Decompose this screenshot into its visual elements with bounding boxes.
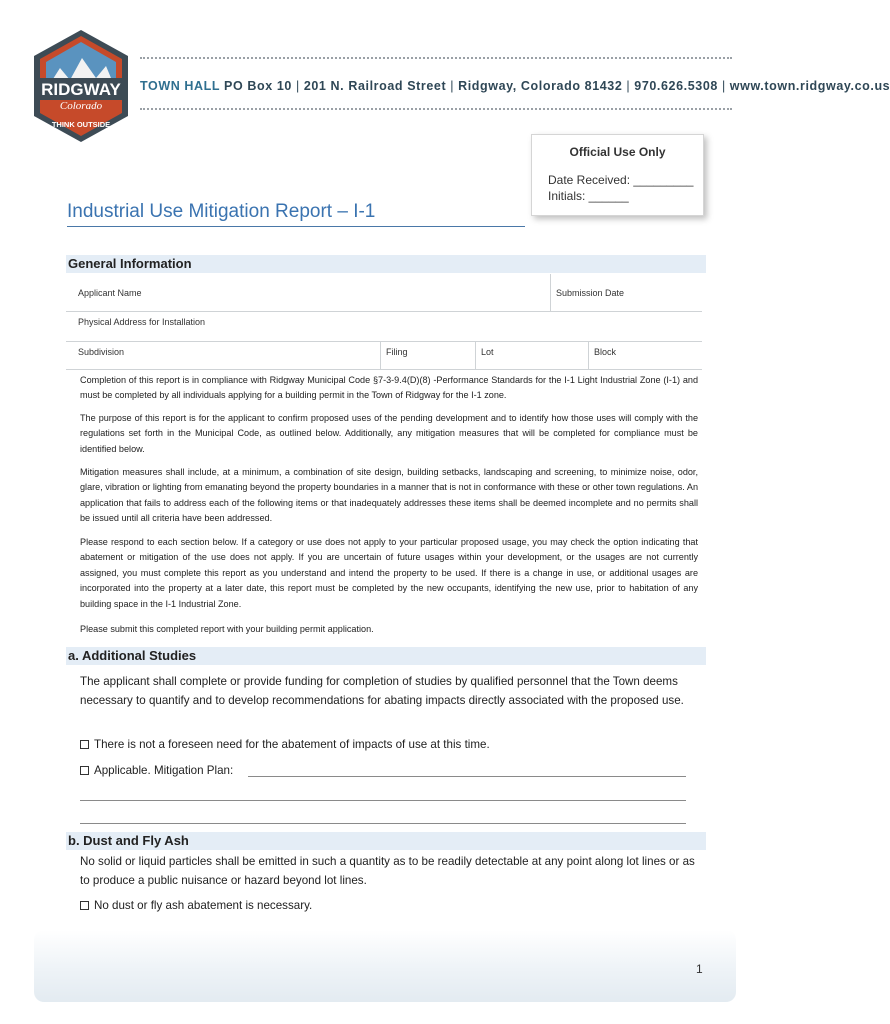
checkbox-applicable[interactable] bbox=[80, 766, 89, 775]
website: www.town.ridgway.co.us bbox=[729, 79, 890, 93]
subdivision-label: Subdivision bbox=[78, 347, 125, 357]
intro-paragraph-1: Completion of this report is in compliance with Ridgway Municipal Code §7-3-9.4(D)(8) -Performance Standards for the I-1 Light Industrial Zone (I-1) and must be completed by all individuals applying for a building permit in the Town of Ridgway for the I-1 zone. bbox=[80, 375, 698, 401]
lot-label: Lot bbox=[481, 347, 494, 357]
section-a-option-2-label: Applicable. Mitigation Plan: bbox=[94, 764, 234, 777]
physical-address-field[interactable] bbox=[66, 315, 702, 342]
block-field[interactable] bbox=[588, 345, 702, 370]
mitigation-plan-line-2[interactable] bbox=[80, 800, 686, 801]
intro-paragraph-3: Mitigation measures shall include, at a minimum, a combination of site design, building setbacks, landscaping and screening, to minimize noise, odor, glare, vibration or lighting from emanating beyond the property boundaries in a manner that is not in conformance with these or other town regulations. An application that fails to address each of the following items or that inadequately addresses these items shall be deemed incomplete and no permits shall be issued until all criteria have been addressed. bbox=[80, 467, 698, 524]
logo-tagline: THINK OUTSIDE bbox=[51, 120, 111, 129]
subdivision-field[interactable] bbox=[66, 345, 380, 370]
submission-date-label: Submission Date bbox=[556, 288, 625, 298]
town-hall-label: TOWN HALL bbox=[140, 79, 220, 93]
logo-sub: Colorado bbox=[59, 100, 103, 112]
submission-date-field[interactable] bbox=[550, 286, 702, 312]
header-rule-bottom bbox=[140, 108, 732, 110]
page-title: Industrial Use Mitigation Report – I-1 bbox=[67, 201, 376, 222]
street-address: 201 N. Railroad Street bbox=[303, 79, 447, 93]
filing-field[interactable] bbox=[380, 345, 475, 370]
section-b-option-1[interactable] bbox=[80, 896, 700, 915]
section-a-heading: a. Additional Studies bbox=[66, 647, 706, 665]
page-number: 1 bbox=[696, 962, 703, 976]
section-general-heading: General Information bbox=[66, 255, 706, 273]
header-rule-top bbox=[140, 57, 732, 59]
ridgway-logo bbox=[30, 28, 132, 144]
intro-paragraph-4: Please respond to each section below. If a category or use does not apply to your particular proposed usage, you may check the option indicating that abatement or mitigation of the use does not apply. If you are uncertain of future usages within your development, or the usages are not currently assigned, you must complete this report as you understand and intend the property to be used. If there is a change in use, or additional usages are incorporated into the property at a later date, this report must be completed by the new occupants, identifying the new use, prior to habitation of any building space in the I-1 Industrial Zone. bbox=[80, 537, 698, 609]
phone-number: 970.626.5308 bbox=[634, 79, 718, 93]
page-footer bbox=[34, 930, 736, 1002]
mitigation-plan-line-1[interactable] bbox=[248, 776, 686, 777]
mitigation-plan-line-3[interactable] bbox=[80, 823, 686, 824]
section-b-heading: b. Dust and Fly Ash bbox=[66, 832, 706, 850]
intro-paragraph-2: The purpose of this report is for the applicant to confirm proposed uses of the pending development and to identify how those uses will comply with the regulations set forth in the Municipal Code, as outlined below. Additionally, any mitigation measures that will be completed for compliance must be identified below. bbox=[80, 413, 698, 454]
physical-address-label: Physical Address for Installation bbox=[78, 317, 206, 327]
official-use-box bbox=[531, 134, 704, 216]
lot-field[interactable] bbox=[475, 345, 588, 370]
section-a-option-1[interactable] bbox=[80, 735, 700, 754]
date-received-field: Date Received: _________ bbox=[548, 173, 694, 187]
official-use-title: Official Use Only bbox=[569, 145, 666, 159]
city-address: Ridgway, Colorado 81432 bbox=[458, 79, 623, 93]
section-a-option-1-label: There is not a foreseen need for the abatement of impacts of use at this time. bbox=[94, 738, 490, 751]
initials-field: Initials: ______ bbox=[548, 189, 629, 203]
section-a-text: The applicant shall complete or provide funding for completion of studies by qualified personnel that the Town deems necessary to quantify and to develop recommendations for abating impacts directly associated with the proposed use. bbox=[80, 675, 684, 707]
checkbox-no-abatement-need[interactable] bbox=[80, 740, 89, 749]
section-b-option-1-label: No dust or fly ash abatement is necessary. bbox=[94, 899, 313, 912]
title-rule bbox=[67, 226, 525, 227]
section-b-text: No solid or liquid particles shall be emitted in such a quantity as to be readily detectable at any point along lot lines or as to produce a public nuisance or hazard beyond lot lines. bbox=[80, 855, 695, 887]
section-a-option-2[interactable] bbox=[80, 761, 700, 780]
contact-line: TOWN HALL PO Box 10 | 201 N. Railroad Street | Ridgway, Colorado 81432 | 970.626.5308 | www.town.ridgway.co.us bbox=[140, 79, 890, 93]
intro-paragraph-5: Please submit this completed report with your building permit application. bbox=[80, 624, 374, 634]
checkbox-no-dust-abatement[interactable] bbox=[80, 901, 89, 910]
applicant-name-label: Applicant Name bbox=[78, 288, 142, 298]
block-label: Block bbox=[594, 347, 617, 357]
po-box: PO Box 10 bbox=[224, 79, 292, 93]
filing-label: Filing bbox=[386, 347, 408, 357]
applicant-name-field[interactable] bbox=[66, 286, 550, 312]
logo-name: RIDGWAY bbox=[41, 80, 121, 99]
